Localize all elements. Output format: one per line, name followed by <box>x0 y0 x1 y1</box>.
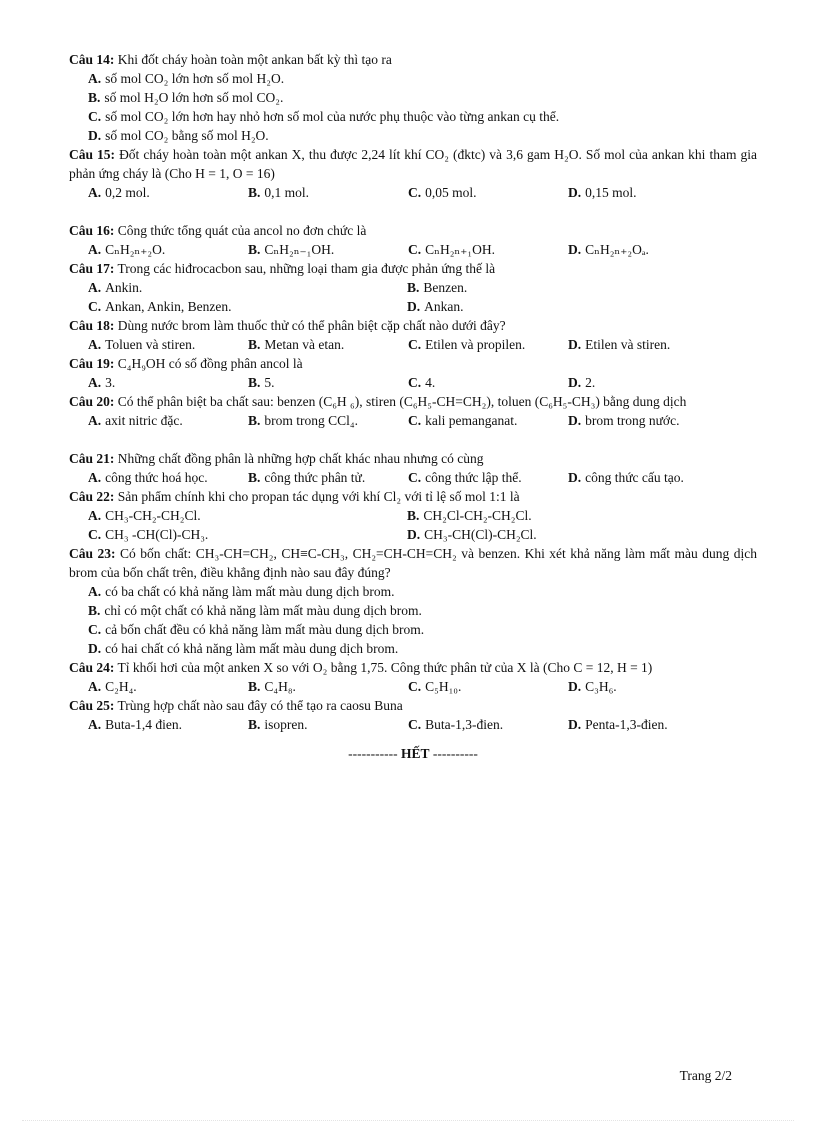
option-letter: C. <box>408 185 422 200</box>
option-text: số mol CO₂ lớn hơn hay nhỏ hơn số mol của nước phụ thuộc vào từng ankan cụ thể. <box>105 109 560 124</box>
answer-option <box>88 107 748 126</box>
question-number: Câu 18: <box>69 318 115 333</box>
answer-options <box>69 411 757 430</box>
option-text: công thức hoá học. <box>105 470 208 485</box>
end-label: HẾT <box>400 746 430 761</box>
answer-option <box>568 677 728 696</box>
option-letter: A. <box>88 375 102 390</box>
answer-option <box>88 335 248 354</box>
question-stem <box>69 259 757 278</box>
option-letter: D. <box>568 470 582 485</box>
question-block <box>69 145 757 202</box>
option-text: 2. <box>585 375 596 390</box>
answer-options <box>69 715 757 734</box>
option-letter: A. <box>88 185 102 200</box>
answer-option <box>408 240 568 259</box>
option-letter: A. <box>88 470 102 485</box>
answer-option <box>88 183 248 202</box>
option-letter: D. <box>407 299 421 314</box>
option-text: C₅H₁₀. <box>425 679 462 694</box>
option-text: 0,2 mol. <box>105 185 150 200</box>
option-letter: A. <box>88 717 102 732</box>
answer-option <box>88 639 748 658</box>
option-letter: D. <box>568 375 582 390</box>
question-block <box>69 658 757 696</box>
option-letter: A. <box>88 413 102 428</box>
page-bottom-rule <box>22 1120 794 1121</box>
end-dashes-left: ----------- <box>348 746 398 761</box>
option-text: Etilen và stiren. <box>585 337 671 352</box>
option-letter: A. <box>88 71 102 86</box>
answer-option <box>88 601 748 620</box>
answer-options <box>69 373 757 392</box>
answer-option <box>88 240 248 259</box>
option-text: 4. <box>425 375 436 390</box>
question-stem <box>69 544 757 582</box>
question-text: Sản phẩm chính khi cho propan tác dụng với khí Cl₂ với tỉ lệ số mol 1:1 là <box>117 489 520 504</box>
answer-option <box>248 240 408 259</box>
answer-option <box>407 525 726 544</box>
option-text: axit nitric đặc. <box>105 413 183 428</box>
answer-option <box>248 715 408 734</box>
option-letter: B. <box>248 470 261 485</box>
answer-option <box>407 297 726 316</box>
answer-options <box>69 240 757 259</box>
option-text: brom trong nước. <box>585 413 680 428</box>
option-letter: A. <box>88 679 102 694</box>
option-letter: C. <box>408 717 422 732</box>
option-letter: A. <box>88 337 102 352</box>
answer-options <box>69 335 757 354</box>
option-text: Benzen. <box>423 280 468 295</box>
option-letter: C. <box>408 679 422 694</box>
option-letter: D. <box>568 242 582 257</box>
answer-option <box>248 411 408 430</box>
question-block <box>69 50 757 145</box>
option-text: Ankin. <box>105 280 143 295</box>
question-number: Câu 20: <box>69 394 115 409</box>
question-text: Có thể phân biệt ba chất sau: benzen (C₆H ₆), stiren (C₆H₅-CH=CH₂), toluen (C₆H₅-CH₃) bằng dung dịch <box>117 394 687 409</box>
option-letter: C. <box>408 242 422 257</box>
spacer <box>69 202 757 221</box>
option-text: isopren. <box>264 717 308 732</box>
option-letter: D. <box>568 717 582 732</box>
option-letter: B. <box>248 679 261 694</box>
answer-option <box>88 278 407 297</box>
answer-option <box>248 335 408 354</box>
option-text: công thức phân tử. <box>264 470 366 485</box>
end-dashes-right: ---------- <box>432 746 478 761</box>
option-text: Ankan. <box>424 299 464 314</box>
question-list <box>69 50 757 734</box>
question-block <box>69 392 757 430</box>
answer-option <box>88 69 748 88</box>
question-number: Câu 25: <box>69 698 115 713</box>
option-letter: D. <box>88 641 102 656</box>
option-text: kali pemanganat. <box>425 413 518 428</box>
answer-options <box>69 183 757 202</box>
option-text: Etilen và propilen. <box>425 337 526 352</box>
option-letter: B. <box>88 90 101 105</box>
answer-option <box>568 240 728 259</box>
answer-option <box>88 506 407 525</box>
page-number: Trang 2/2 <box>679 1068 732 1083</box>
option-text: CH₃-CH(Cl)-CH₂Cl. <box>424 527 537 542</box>
question-stem <box>69 658 757 677</box>
answer-option <box>248 373 408 392</box>
question-stem <box>69 696 757 715</box>
question-text: Khi đốt cháy hoàn toàn một ankan bất kỳ thì tạo ra <box>117 52 392 67</box>
answer-option <box>568 468 728 487</box>
answer-options <box>69 677 757 696</box>
question-text: C₄H₉OH có số đồng phân ancol là <box>117 356 303 371</box>
option-text: cả bốn chất đều có khả năng làm mất màu dung dịch brom. <box>105 622 425 637</box>
option-letter: C. <box>408 470 422 485</box>
option-letter: C. <box>408 337 422 352</box>
answer-option <box>568 183 728 202</box>
option-letter: B. <box>248 185 261 200</box>
answer-option <box>248 183 408 202</box>
option-text: có ba chất có khả năng làm mất màu dung dịch brom. <box>105 584 395 599</box>
question-stem <box>69 449 757 468</box>
option-text: số mol H₂O lớn hơn số mol CO₂. <box>104 90 284 105</box>
question-block <box>69 449 757 487</box>
option-letter: D. <box>407 527 421 542</box>
option-text: Toluen và stiren. <box>105 337 196 352</box>
answer-option <box>88 297 407 316</box>
option-letter: B. <box>407 508 420 523</box>
question-number: Câu 22: <box>69 489 115 504</box>
question-block <box>69 354 757 392</box>
option-letter: B. <box>248 717 261 732</box>
question-number: Câu 19: <box>69 356 115 371</box>
option-text: CH₂Cl-CH₂-CH₂Cl. <box>423 508 532 523</box>
answer-option <box>408 183 568 202</box>
answer-option <box>88 677 248 696</box>
question-block <box>69 259 757 316</box>
end-marker <box>69 746 757 762</box>
question-text: Công thức tổng quát của ancol no đơn chức là <box>117 223 367 238</box>
question-number: Câu 24: <box>69 660 115 675</box>
option-text: số mol CO₂ bằng số mol H₂O. <box>105 128 269 143</box>
question-number: Câu 17: <box>69 261 115 276</box>
option-text: C₃H₆. <box>585 679 617 694</box>
question-stem <box>69 392 757 411</box>
option-text: C₂H₄. <box>105 679 137 694</box>
answer-option <box>88 582 748 601</box>
question-stem <box>69 316 757 335</box>
option-letter: C. <box>88 622 102 637</box>
answer-option <box>408 411 568 430</box>
question-block <box>69 696 757 734</box>
option-text: công thức lập thể. <box>425 470 522 485</box>
option-text: Ankan, Ankin, Benzen. <box>105 299 232 314</box>
option-text: có hai chất có khả năng làm mất màu dung dịch brom. <box>105 641 399 656</box>
option-letter: A. <box>88 280 102 295</box>
option-text: Metan và etan. <box>264 337 345 352</box>
option-letter: A. <box>88 584 102 599</box>
option-text: 0,1 mol. <box>264 185 310 200</box>
question-number: Câu 14: <box>69 52 115 67</box>
option-text: CH₃ -CH(Cl)-CH₃. <box>105 527 209 542</box>
question-number: Câu 15: <box>69 147 116 162</box>
option-letter: D. <box>568 185 582 200</box>
option-text: CₙH₂ₙ₊₁OH. <box>425 242 495 257</box>
answer-option <box>88 468 248 487</box>
option-letter: B. <box>248 242 261 257</box>
option-text: 0,15 mol. <box>585 185 637 200</box>
option-text: C₄H₈. <box>264 679 296 694</box>
question-stem <box>69 145 757 183</box>
option-letter: C. <box>408 375 422 390</box>
option-text: CₙH₂ₙ₊₂O. <box>105 242 166 257</box>
answer-option <box>88 620 748 639</box>
question-text: Tỉ khối hơi của một anken X so với O₂ bằng 1,75. Công thức phân tử của X là (Cho C = 12, H = 1) <box>117 660 653 675</box>
question-block <box>69 487 757 544</box>
answer-option <box>408 715 568 734</box>
answer-options <box>69 278 757 316</box>
answer-option <box>568 373 728 392</box>
option-letter: C. <box>408 413 422 428</box>
question-block <box>69 221 757 259</box>
question-text: Dùng nước brom làm thuốc thử có thể phân biệt cặp chất nào dưới đây? <box>117 318 506 333</box>
question-text: Có bốn chất: CH₃-CH=CH₂, CH≡C-CH₃, CH₂=CH-CH=CH₂ và benzen. Khi xét khả năng làm mất màu dung dịch brom của bốn chất trên, điều khẳng định nào sau đây đúng? <box>69 546 757 580</box>
option-letter: D. <box>568 337 582 352</box>
option-letter: D. <box>568 413 582 428</box>
option-text: CₙH₂ₙ₋₁OH. <box>264 242 335 257</box>
option-text: 0,05 mol. <box>425 185 477 200</box>
question-stem <box>69 487 757 506</box>
answer-option <box>88 88 748 107</box>
answer-option <box>407 506 726 525</box>
option-text: Penta-1,3-đien. <box>585 717 668 732</box>
question-block <box>69 544 757 658</box>
option-text: CₙH₂ₙ₊₂Oₐ. <box>585 242 649 257</box>
question-stem <box>69 50 757 69</box>
exam-page <box>69 50 757 762</box>
answer-options <box>69 506 757 544</box>
answer-options <box>69 468 757 487</box>
option-letter: C. <box>88 109 102 124</box>
answer-option <box>88 411 248 430</box>
option-letter: B. <box>248 375 261 390</box>
question-block <box>69 316 757 354</box>
question-text: Trùng hợp chất nào sau đây có thể tạo ra caosu Buna <box>117 698 403 713</box>
question-stem <box>69 221 757 240</box>
option-letter: D. <box>568 679 582 694</box>
question-text: Những chất đồng phân là những hợp chất khác nhau nhưng có cùng <box>117 451 484 466</box>
option-letter: B. <box>248 413 261 428</box>
answer-option <box>568 411 728 430</box>
answer-options <box>69 69 757 145</box>
option-text: Buta-1,4 đien. <box>105 717 182 732</box>
question-text: Đốt cháy hoàn toàn một ankan X, thu được 2,24 lít khí CO₂ (đktc) và 3,6 gam H₂O. Số mol của ankan khi tham gia phản ứng cháy là (Cho H = 1, O = 16) <box>69 147 757 181</box>
option-letter: C. <box>88 527 102 542</box>
answer-options <box>69 582 757 658</box>
answer-option <box>88 715 248 734</box>
question-number: Câu 21: <box>69 451 115 466</box>
answer-option <box>88 525 407 544</box>
option-text: số mol CO₂ lớn hơn số mol H₂O. <box>105 71 285 86</box>
option-text: 3. <box>105 375 116 390</box>
option-letter: B. <box>407 280 420 295</box>
question-number: Câu 23: <box>69 546 116 561</box>
option-text: brom trong CCl₄. <box>264 413 358 428</box>
answer-option <box>248 677 408 696</box>
question-stem <box>69 354 757 373</box>
option-letter: B. <box>88 603 101 618</box>
question-number: Câu 16: <box>69 223 115 238</box>
option-text: chỉ có một chất có khả năng làm mất màu dung dịch brom. <box>104 603 422 618</box>
answer-option <box>248 468 408 487</box>
answer-option <box>407 278 726 297</box>
answer-option <box>408 373 568 392</box>
option-text: CH₃-CH₂-CH₂Cl. <box>105 508 201 523</box>
option-letter: A. <box>88 508 102 523</box>
option-letter: A. <box>88 242 102 257</box>
answer-option <box>568 335 728 354</box>
option-letter: B. <box>248 337 261 352</box>
answer-option <box>408 677 568 696</box>
spacer <box>69 430 757 449</box>
answer-option <box>88 373 248 392</box>
question-text: Trong các hiđrocacbon sau, những loại tham gia được phản ứng thế là <box>117 261 496 276</box>
option-text: công thức cấu tạo. <box>585 470 684 485</box>
answer-option <box>408 468 568 487</box>
option-letter: D. <box>88 128 102 143</box>
option-text: 5. <box>264 375 275 390</box>
option-text: Buta-1,3-đien. <box>425 717 504 732</box>
answer-option <box>408 335 568 354</box>
answer-option <box>568 715 728 734</box>
option-letter: C. <box>88 299 102 314</box>
answer-option <box>88 126 748 145</box>
